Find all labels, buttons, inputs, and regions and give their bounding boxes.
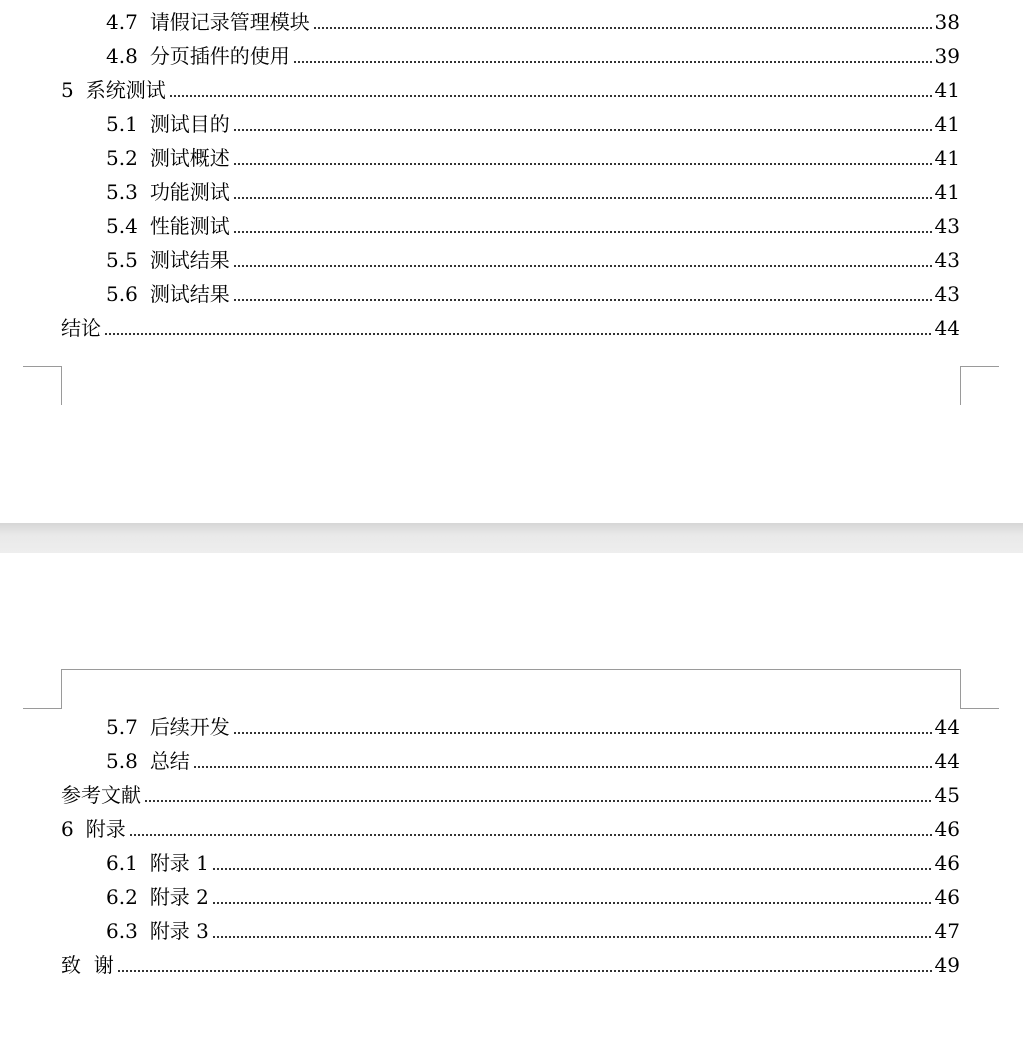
toc-entry-page-number: 43	[934, 214, 960, 238]
toc-entry-page-number: 46	[934, 817, 960, 841]
toc-entry-page-number: 46	[934, 885, 960, 909]
toc-entry-number: 6.1	[106, 851, 138, 875]
toc-entry[interactable]	[0, 272, 1023, 306]
toc-entry-title: 结论	[61, 316, 101, 340]
toc-leader-dots	[212, 902, 932, 904]
toc-leader-dots	[117, 970, 932, 972]
toc-entry-title: 后续开发	[149, 715, 230, 739]
toc-entry-number: 4.7	[106, 10, 138, 34]
toc-entry[interactable]	[0, 68, 1023, 102]
toc-entry-page-number: 45	[934, 783, 960, 807]
toc-leader-dots	[104, 333, 932, 335]
toc-entry-title: 附录 1	[149, 851, 209, 875]
toc-entry[interactable]	[0, 909, 1023, 943]
toc-entry-number: 5.7	[106, 715, 138, 739]
toc-entry-title: 功能测试	[149, 180, 230, 204]
toc-entry-page-number: 43	[934, 248, 960, 272]
toc-entry[interactable]	[0, 773, 1023, 807]
toc-entry[interactable]	[0, 705, 1023, 739]
toc-entry-title: 参考文献	[61, 783, 141, 807]
toc-entry-number: 5.6	[106, 282, 138, 306]
toc-entry-page-number: 41	[934, 146, 960, 170]
toc-entry-title: 系统测试	[85, 78, 166, 102]
toc-entry-page-number: 41	[934, 112, 960, 136]
toc-entry-number: 6	[61, 817, 74, 841]
toc-leader-dots	[313, 27, 932, 29]
toc-entry-page-number: 39	[934, 44, 960, 68]
page-corner-bottom-left	[23, 366, 62, 405]
toc-entry[interactable]	[0, 102, 1023, 136]
toc-entry-page-number: 44	[934, 715, 960, 739]
toc-entry[interactable]	[0, 841, 1023, 875]
toc-entry[interactable]	[0, 875, 1023, 909]
toc-entry[interactable]	[0, 204, 1023, 238]
toc-entry[interactable]	[0, 0, 1023, 34]
toc-entry-page-number: 49	[934, 953, 960, 977]
toc-entry[interactable]	[0, 34, 1023, 68]
toc-leader-dots	[233, 129, 932, 131]
toc-entry-title: 测试结果	[149, 248, 230, 272]
toc-leader-dots	[233, 163, 932, 165]
toc-entry-number: 6.3	[106, 919, 138, 943]
toc-leader-dots	[129, 834, 932, 836]
toc-entry-number: 4.8	[106, 44, 138, 68]
toc-entry-title: 请假记录管理模块	[149, 10, 310, 34]
toc-entry-number: 5.4	[106, 214, 138, 238]
toc-entry-number: 5	[61, 78, 74, 102]
toc-entry-page-number: 38	[934, 10, 960, 34]
toc-entry[interactable]	[0, 306, 1023, 340]
toc-entry-title: 致 谢	[61, 953, 114, 977]
toc-entry-number: 5.5	[106, 248, 138, 272]
toc-entry[interactable]	[0, 807, 1023, 841]
toc-entry-number: 6.2	[106, 885, 138, 909]
toc-entry[interactable]	[0, 170, 1023, 204]
page-separator	[0, 523, 1023, 553]
toc-entry-title: 附录 2	[149, 885, 209, 909]
page-corner-bottom-right	[960, 366, 999, 405]
toc-entry-page-number: 41	[934, 180, 960, 204]
toc-leader-dots	[212, 868, 932, 870]
toc-entry[interactable]	[0, 238, 1023, 272]
toc-entry-number: 5.1	[106, 112, 138, 136]
toc-entry[interactable]	[0, 136, 1023, 170]
toc-entry-title: 分页插件的使用	[149, 44, 290, 68]
toc-entry-title: 附录 3	[149, 919, 209, 943]
toc-entry-title: 测试结果	[149, 282, 230, 306]
toc-leader-dots	[233, 265, 932, 267]
header-rule	[61, 669, 960, 670]
toc-entry-title: 总结	[149, 749, 190, 773]
toc-entry-page-number: 41	[934, 78, 960, 102]
toc-entry-title: 测试概述	[149, 146, 230, 170]
toc-entry-number: 5.3	[106, 180, 138, 204]
toc-entry-page-number: 47	[934, 919, 960, 943]
toc-leader-dots	[193, 766, 932, 768]
toc-entry-title: 性能测试	[149, 214, 230, 238]
toc-leader-dots	[293, 61, 932, 63]
toc-leader-dots	[144, 800, 932, 802]
toc-entry-page-number: 44	[934, 749, 960, 773]
toc-entry-page-number: 43	[934, 282, 960, 306]
page-corner-top-right	[960, 669, 999, 709]
toc-leader-dots	[233, 299, 932, 301]
toc-leader-dots	[233, 231, 932, 233]
toc-leader-dots	[233, 197, 932, 199]
toc-leader-dots	[169, 95, 932, 97]
toc-entry-number: 5.8	[106, 749, 138, 773]
document-page-lower	[0, 553, 1023, 1040]
toc-entry-title: 附录	[85, 817, 126, 841]
toc-leader-dots	[212, 936, 932, 938]
toc-entry-page-number: 46	[934, 851, 960, 875]
toc-entry[interactable]	[0, 943, 1023, 977]
toc-entry-title: 测试目的	[149, 112, 230, 136]
toc-entry-number: 5.2	[106, 146, 138, 170]
page-corner-top-left	[23, 669, 62, 709]
toc-leader-dots	[233, 732, 932, 734]
toc-entry[interactable]	[0, 739, 1023, 773]
toc-entry-page-number: 44	[934, 316, 960, 340]
